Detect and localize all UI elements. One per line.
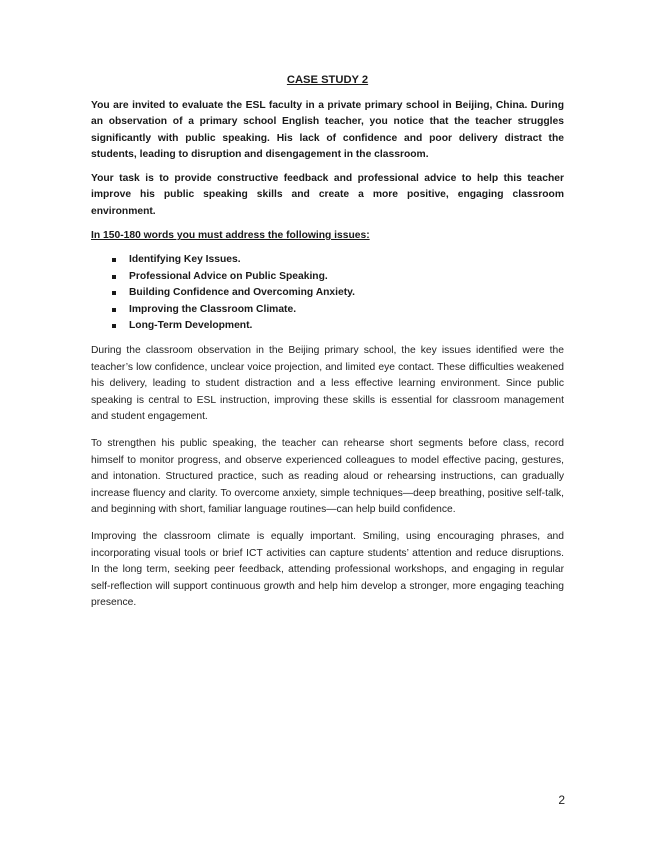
square-bullet-icon: [112, 275, 116, 279]
list-item: [91, 252, 564, 269]
intro-paragraph-2: Your task is to provide constructive feedback and professional advice to help this teacher improve his public speaking skills and create a more positive, engaging classroom environment.: [91, 173, 564, 217]
list-item: [91, 285, 564, 302]
list-item-label: Professional Advice on Public Speaking.: [129, 270, 328, 282]
issues-list: [91, 252, 564, 335]
page-content: [91, 73, 564, 622]
page-title: CASE STUDY 2: [286, 74, 369, 86]
square-bullet-icon: [112, 324, 116, 328]
response-paragraph-1: During the classroom observation in the Beijing primary school, the key issues identified were the teacher’s low confidence, unclear voice projection, and limited eye contact. These difficulties weakened his delivery, leading to student distraction and a less effective learning environment. Since public speaking is central to ESL instruction, improving these skills is essential for classroom management and student engagement.: [91, 345, 564, 423]
response-paragraph-3: Improving the classroom climate is equally important. Smiling, using encouraging phrases, and incorporating visual tools or brief ICT activities can capture students’ attention and reduce disruptions. In the long term, seeking peer feedback, attending professional workshops, and engaging in regular self-reflection will support continuous growth and help him develop a stronger, more engaging teaching presence.: [91, 530, 564, 609]
list-item-label: Improving the Classroom Climate.: [129, 303, 297, 315]
page-number: 2: [558, 793, 565, 807]
square-bullet-icon: [112, 258, 116, 262]
list-item: [91, 318, 564, 335]
list-item: [91, 302, 564, 319]
list-item-label: Building Confidence and Overcoming Anxiety.: [129, 287, 355, 299]
instruction-heading: In 150-180 words you must address the following issues:: [91, 230, 370, 242]
list-item-label: Identifying Key Issues.: [129, 254, 241, 266]
response-paragraph-2: To strengthen his public speaking, the teacher can rehearse short segments before class, record himself to monitor progress, and observe experienced colleagues to model effective pacing, gestures, and intonation. Structured practice, such as reading aloud or rehearsing instructions, can gradually increase fluency and clarity. To overcome anxiety, simple techniques—deep breathing, positive self-talk, and beginning with short, familiar language routines—can help build confidence.: [91, 438, 564, 516]
list-item-label: Long-Term Development.: [129, 320, 253, 332]
intro-paragraph-1: You are invited to evaluate the ESL faculty in a private primary school in Beijing, China. During an observation of a primary school English teacher, you notice that the teacher struggles significantly with public speaking. His lack of confidence and poor delivery distract the students, leading to disruption and disengagement in the classroom.: [91, 100, 564, 160]
square-bullet-icon: [112, 291, 116, 295]
list-item: [91, 269, 564, 286]
square-bullet-icon: [112, 308, 116, 312]
